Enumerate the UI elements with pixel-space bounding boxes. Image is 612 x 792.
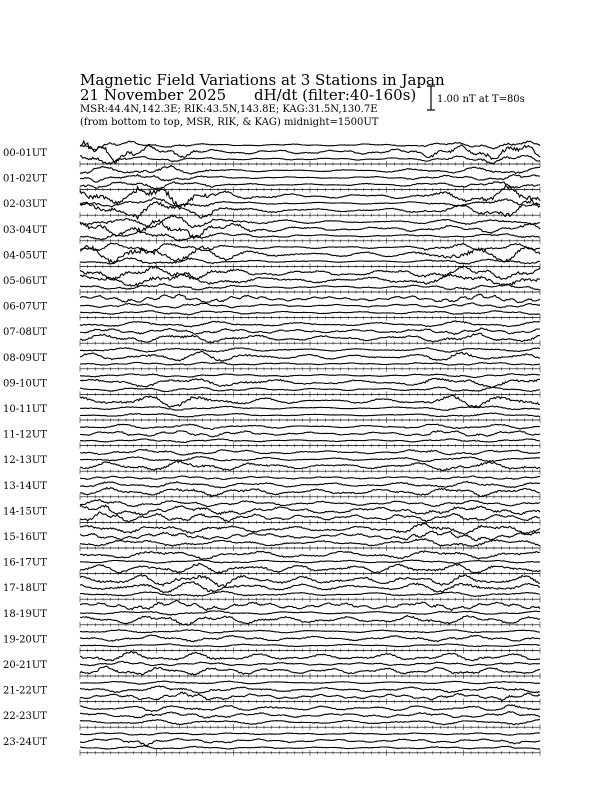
station-order-note: (from bottom to top, MSR, RIK, & KAG) midnight=1500UT xyxy=(80,117,379,128)
hour-row xyxy=(3,395,540,423)
trace-rik xyxy=(80,378,540,387)
station-coordinates: MSR:44.4N,142.3E; RIK:43.5N,143.8E; KAG:31.5N,130.7E xyxy=(80,104,378,115)
trace-rik xyxy=(80,661,540,666)
trace-rik xyxy=(80,406,540,410)
hour-row xyxy=(3,551,540,577)
hour-row xyxy=(3,500,540,526)
trace-rik xyxy=(80,531,540,541)
trace-msr xyxy=(80,294,540,302)
hour-label: 12-13UT xyxy=(3,455,47,467)
trace-rik xyxy=(80,481,540,488)
hour-row xyxy=(3,651,540,679)
trace-kag xyxy=(80,720,540,725)
hour-label: 04-05UT xyxy=(3,250,47,262)
trace-msr xyxy=(80,500,540,507)
scale-label: 1.00 nT at T=80s xyxy=(437,94,525,105)
hour-label: 00-01UT xyxy=(3,148,47,159)
trace-msr xyxy=(80,424,540,429)
chart-mode: dH/dt (filter:40-160s) xyxy=(254,86,417,104)
hour-label: 21-22UT xyxy=(3,685,47,697)
hour-label: 18-19UT xyxy=(3,608,47,620)
trace-msr xyxy=(80,449,540,455)
trace-kag xyxy=(80,362,540,365)
hour-row xyxy=(3,215,540,244)
trace-msr xyxy=(80,705,540,712)
hour-label: 17-18UT xyxy=(3,583,47,595)
trace-rik xyxy=(80,303,540,308)
trace-rik xyxy=(80,611,540,615)
trace-kag xyxy=(80,644,540,647)
trace-msr xyxy=(80,321,540,327)
trace-rik xyxy=(80,431,540,437)
hour-label: 11-12UT xyxy=(3,429,47,441)
trace-msr xyxy=(80,348,540,353)
hour-row xyxy=(3,523,540,551)
hour-label: 02-03UT xyxy=(3,199,47,211)
hour-label: 06-07UT xyxy=(3,301,47,313)
hour-row xyxy=(3,575,540,602)
hour-label: 23-24UT xyxy=(3,736,47,748)
trace-kag xyxy=(80,258,540,264)
hour-row xyxy=(3,600,540,627)
trace-msr xyxy=(80,630,540,633)
trace-rik xyxy=(80,712,540,719)
trace-kag xyxy=(80,439,540,443)
chart-title: Magnetic Field Variations at 3 Stations in Japan xyxy=(80,71,445,89)
trace-rik xyxy=(80,456,540,461)
hour-label: 05-06UT xyxy=(3,276,47,287)
hour-label: 19-20UT xyxy=(3,634,47,646)
trace-kag xyxy=(80,387,540,392)
hour-label: 22-23UT xyxy=(3,711,47,723)
hour-row xyxy=(3,266,540,295)
trace-rik xyxy=(80,352,540,362)
trace-msr xyxy=(80,551,540,559)
hour-label: 20-21UT xyxy=(3,660,47,671)
hour-label: 13-14UT xyxy=(3,480,47,492)
hour-row xyxy=(3,476,540,500)
hour-row xyxy=(3,424,540,449)
trace-msr xyxy=(80,374,540,378)
trace-rik xyxy=(80,505,540,515)
hour-label: 08-09UT xyxy=(3,352,47,364)
hour-label: 14-15UT xyxy=(3,506,47,518)
trace-rik xyxy=(80,739,540,746)
hour-row xyxy=(3,294,540,320)
trace-kag xyxy=(80,311,540,315)
trace-rik xyxy=(80,273,540,286)
hour-row xyxy=(3,449,540,474)
hour-label: 16-17UT xyxy=(3,557,47,569)
trace-rik xyxy=(80,560,540,564)
trace-msr xyxy=(80,681,540,684)
trace-rik xyxy=(80,686,540,693)
chart-date: 21 November 2025 xyxy=(80,86,227,104)
trace-rik xyxy=(80,582,540,593)
hour-label: 10-11UT xyxy=(3,404,47,415)
trace-rik xyxy=(80,175,540,183)
hour-row xyxy=(3,141,540,167)
hour-row xyxy=(3,733,540,756)
scale-bar-icon xyxy=(427,86,435,110)
hour-label: 03-04UT xyxy=(3,224,47,236)
trace-kag xyxy=(80,413,540,417)
hour-label: 01-02UT xyxy=(3,173,47,185)
trace-msr xyxy=(80,733,540,736)
hour-row xyxy=(3,630,540,654)
trace-msr xyxy=(80,476,540,480)
hour-label: 07-08UT xyxy=(3,327,47,339)
hour-label: 09-10UT xyxy=(3,378,47,390)
hour-label: 15-16UT xyxy=(3,532,47,543)
hour-row xyxy=(3,243,540,269)
trace-kag xyxy=(80,591,540,596)
trace-kag xyxy=(80,746,540,749)
hour-row xyxy=(3,321,540,346)
hour-row xyxy=(3,681,540,705)
trace-rik xyxy=(80,328,540,335)
hour-row xyxy=(3,374,540,398)
hour-row xyxy=(3,705,540,730)
trace-rik xyxy=(80,635,540,642)
hour-row xyxy=(3,166,540,193)
hour-row xyxy=(3,348,540,372)
